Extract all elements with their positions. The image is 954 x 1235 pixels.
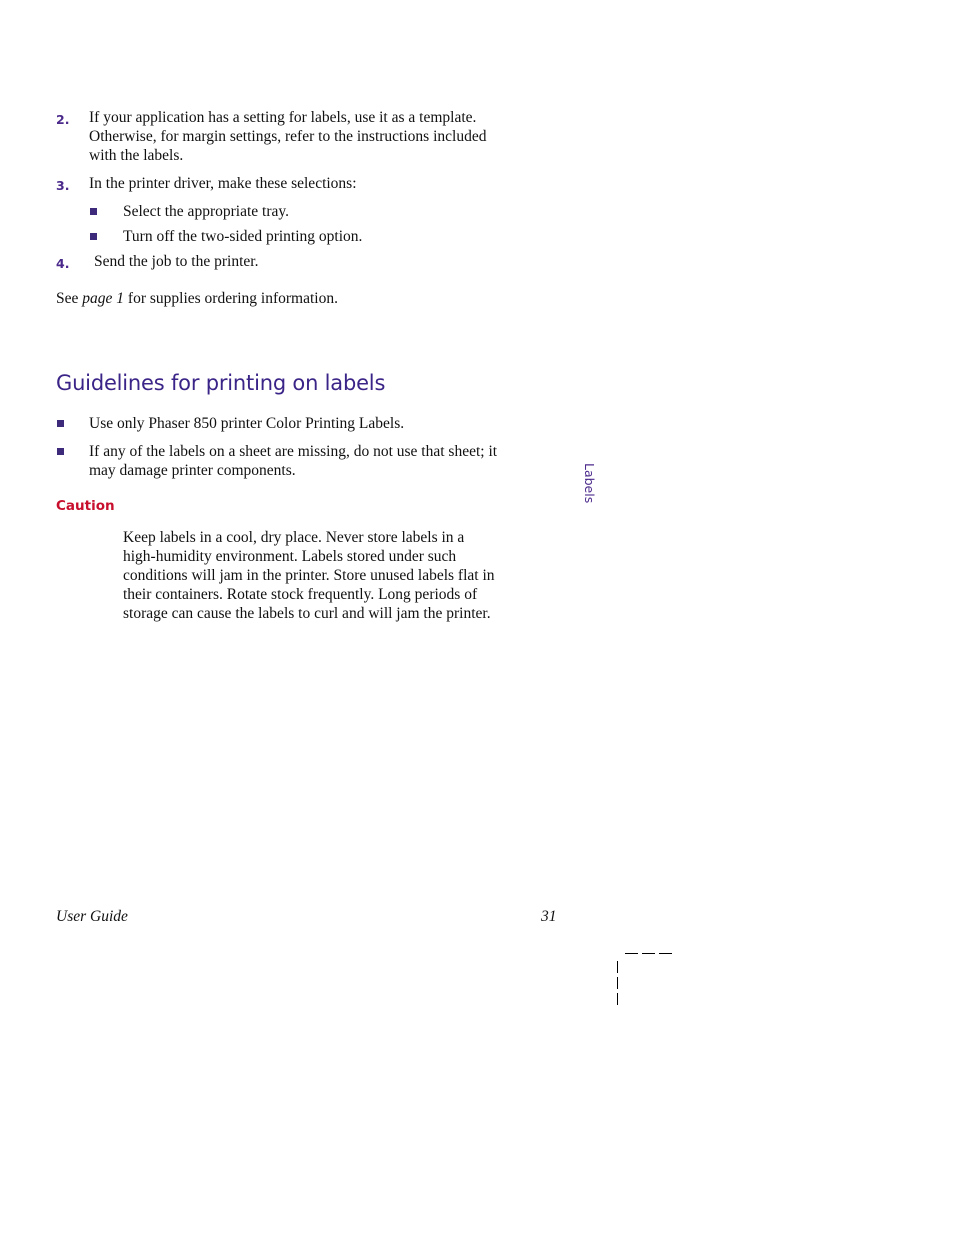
crop-mark [659,953,672,954]
see-prefix: See [56,290,83,307]
page-reference-link[interactable]: page 1 [82,290,125,307]
side-tab-label: Labels [582,463,597,504]
step-4-text: Send the job to the printer. [94,253,259,270]
crop-mark [642,953,655,954]
crop-mark [617,977,618,989]
text-line: may damage printer components. [89,462,296,479]
text-line: If any of the labels on a sheet are missing, do not use that sheet; it [89,443,498,460]
guideline-item [89,442,569,480]
text-line: with the labels. [89,147,184,164]
step-3-text: In the printer driver, make these selections: [89,175,357,192]
text-line: their containers. Rotate stock frequently. Long periods of [123,586,478,603]
text-line: Otherwise, for margin settings, refer to the instructions included [89,128,487,145]
guideline-item [89,414,569,433]
text-line: storage can cause the labels to curl and will jam the printer. [123,605,491,622]
see-suffix: for supplies ordering information. [124,290,338,307]
step-number: 3. [56,178,70,193]
bullet-icon [57,420,64,427]
crop-mark [617,961,618,973]
step-2-text [89,108,569,165]
bullet-icon [57,448,64,455]
text-line: conditions will jam in the printer. Store unused labels flat in [123,567,495,584]
text-line: Use only Phaser 850 printer Color Printing Labels. [89,415,405,432]
bullet-icon [90,208,97,215]
footer-title: User Guide [56,908,128,925]
crop-mark [617,993,618,1005]
page-number: 31 [541,908,557,925]
section-heading: Guidelines for printing on labels [56,371,386,395]
text-line: high-humidity environment. Labels stored under such [123,548,457,565]
sub-item: Turn off the two-sided printing option. [123,228,363,245]
see-note [56,289,338,308]
text-line: If your application has a setting for labels, use it as a template. [89,109,477,126]
text-line: Keep labels in a cool, dry place. Never store labels in a [123,529,465,546]
caution-label: Caution [56,498,115,514]
crop-mark [625,953,638,954]
sub-item: Select the appropriate tray. [123,203,289,220]
caution-body [123,528,563,623]
step-number: 2. [56,112,70,127]
step-number: 4. [56,256,70,271]
bullet-icon [90,233,97,240]
